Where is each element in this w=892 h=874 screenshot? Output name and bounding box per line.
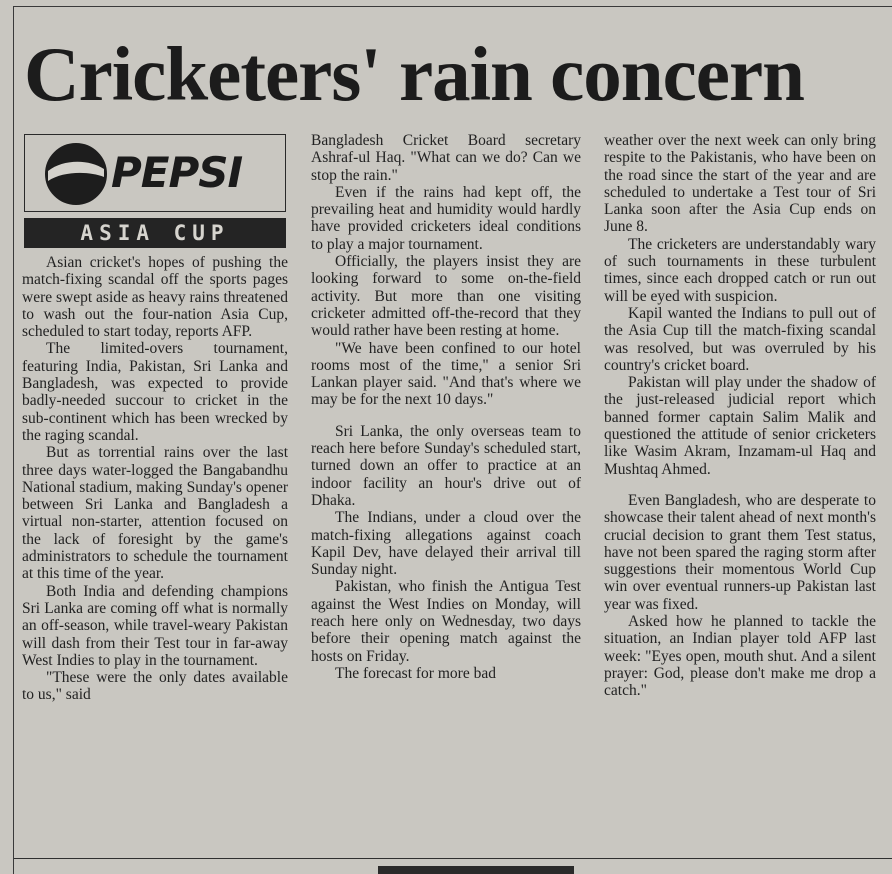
paragraph: Sri Lanka, the only overseas team to reach here before Sunday's scheduled start, turned down an offer to practice at an indoor facility an hour's drive out of Dhaka. — [311, 422, 581, 509]
headline: Cricketers' rain concern — [24, 31, 804, 117]
asia-cup-banner: ASIA CUP — [24, 218, 286, 248]
top-rule — [14, 6, 892, 7]
paragraph: Even Bangladesh, who are desperate to showcase their talent ahead of next month's crucial decision to grant them Test status, have not been spared the raging storm after suggestions their momentous World Cup win over eventual runners-up Pakistan last year was fixed. — [604, 491, 876, 613]
paragraph: weather over the next week can only bring respite to the Pakistanis, who have been on the road since the start of the year and are scheduled to undertake a Test tour of Sri Lanka soon after the Asia Cup ends on June 8. — [604, 132, 876, 236]
paragraph: Asked how he planned to tackle the situation, an Indian player told AFP last week: "Eyes open, mouth shut. And a silent prayer: God, please don't make me drop a catch." — [604, 613, 876, 700]
paragraph: Asian cricket's hopes of pushing the match-fixing scandal off the sports pages were swept aside as heavy rains threatened to wash out the four-nation Asia Cup, scheduled to start today, reports AFP. — [22, 254, 288, 341]
paragraph: Officially, the players insist they are looking forward to some on-the-field activity. But more than one visiting cricketer admitted off-the-record that they would rather have been resting at home. — [311, 253, 581, 340]
paragraph: But as torrential rains over the last three days water-logged the Bangabandhu National stadium, making Sunday's opener between Sri Lanka and Bangladesh a virtual non-starter, attention focused on the lack of foresight by the game's administrators to schedule the tournament at this time of the year. — [22, 444, 288, 583]
paragraph: Pakistan, who finish the Antigua Test against the West Indies on Monday, will reach here only on Wednesday, two days before their opening match against the hosts on Friday. — [311, 578, 581, 665]
next-article-bar — [378, 866, 574, 874]
paragraph: The Indians, under a cloud over the match-fixing allegations against coach Kapil Dev, have delayed their arrival till Sunday night. — [311, 509, 581, 579]
paragraph: The limited-overs tournament, featuring India, Pakistan, Sri Lanka and Bangladesh, was expected to provide badly-needed succour to cricket in the sub-continent which has been wrecked by the raging scandal. — [22, 340, 288, 444]
paragraph: Bangladesh Cricket Board secretary Ashraf-ul Haq. "What can we do? Can we stop the rain." — [311, 132, 581, 184]
left-rule — [13, 6, 14, 874]
article-column-2 — [311, 132, 581, 858]
paragraph: Both India and defending champions Sri Lanka are coming off what is normally an off-season, while travel-weary Pakistan will dash from their Test tour in far-away West Indies to play in the tournament. — [22, 582, 288, 669]
paragraph: Kapil wanted the Indians to pull out of the Asia Cup till the match-fixing scandal was resolved, but was overruled by his country's cricket board. — [604, 304, 876, 374]
paragraph: Pakistan will play under the shadow of the just-released judicial report which banned former captain Salim Malik and questioned the attitude of senior cricketers like Wasim Akram, Inzamam-ul Haq and Mushtaq Ahmed. — [604, 374, 876, 478]
paragraph: Even if the rains had kept off, the prevailing heat and humidity would hardly have provided cricketers ideal conditions to play a major tournament. — [311, 183, 581, 253]
article-column-3 — [604, 132, 876, 858]
article-column-1 — [22, 132, 288, 858]
paragraph: "We have been confined to our hotel rooms most of the time," a senior Sri Lankan player said. "And that's where we may be for the next 10 days." — [311, 339, 581, 409]
bottom-rule — [14, 858, 892, 859]
pepsi-wordmark: PEPSI — [111, 148, 243, 197]
paragraph: "These were the only dates available to us," said — [22, 669, 288, 704]
paragraph: The cricketers are understandably wary of such tournaments in these turbulent times, since each dropped catch or run out will be eyed with suspicion. — [604, 235, 876, 305]
paragraph: The forecast for more bad — [335, 664, 496, 682]
